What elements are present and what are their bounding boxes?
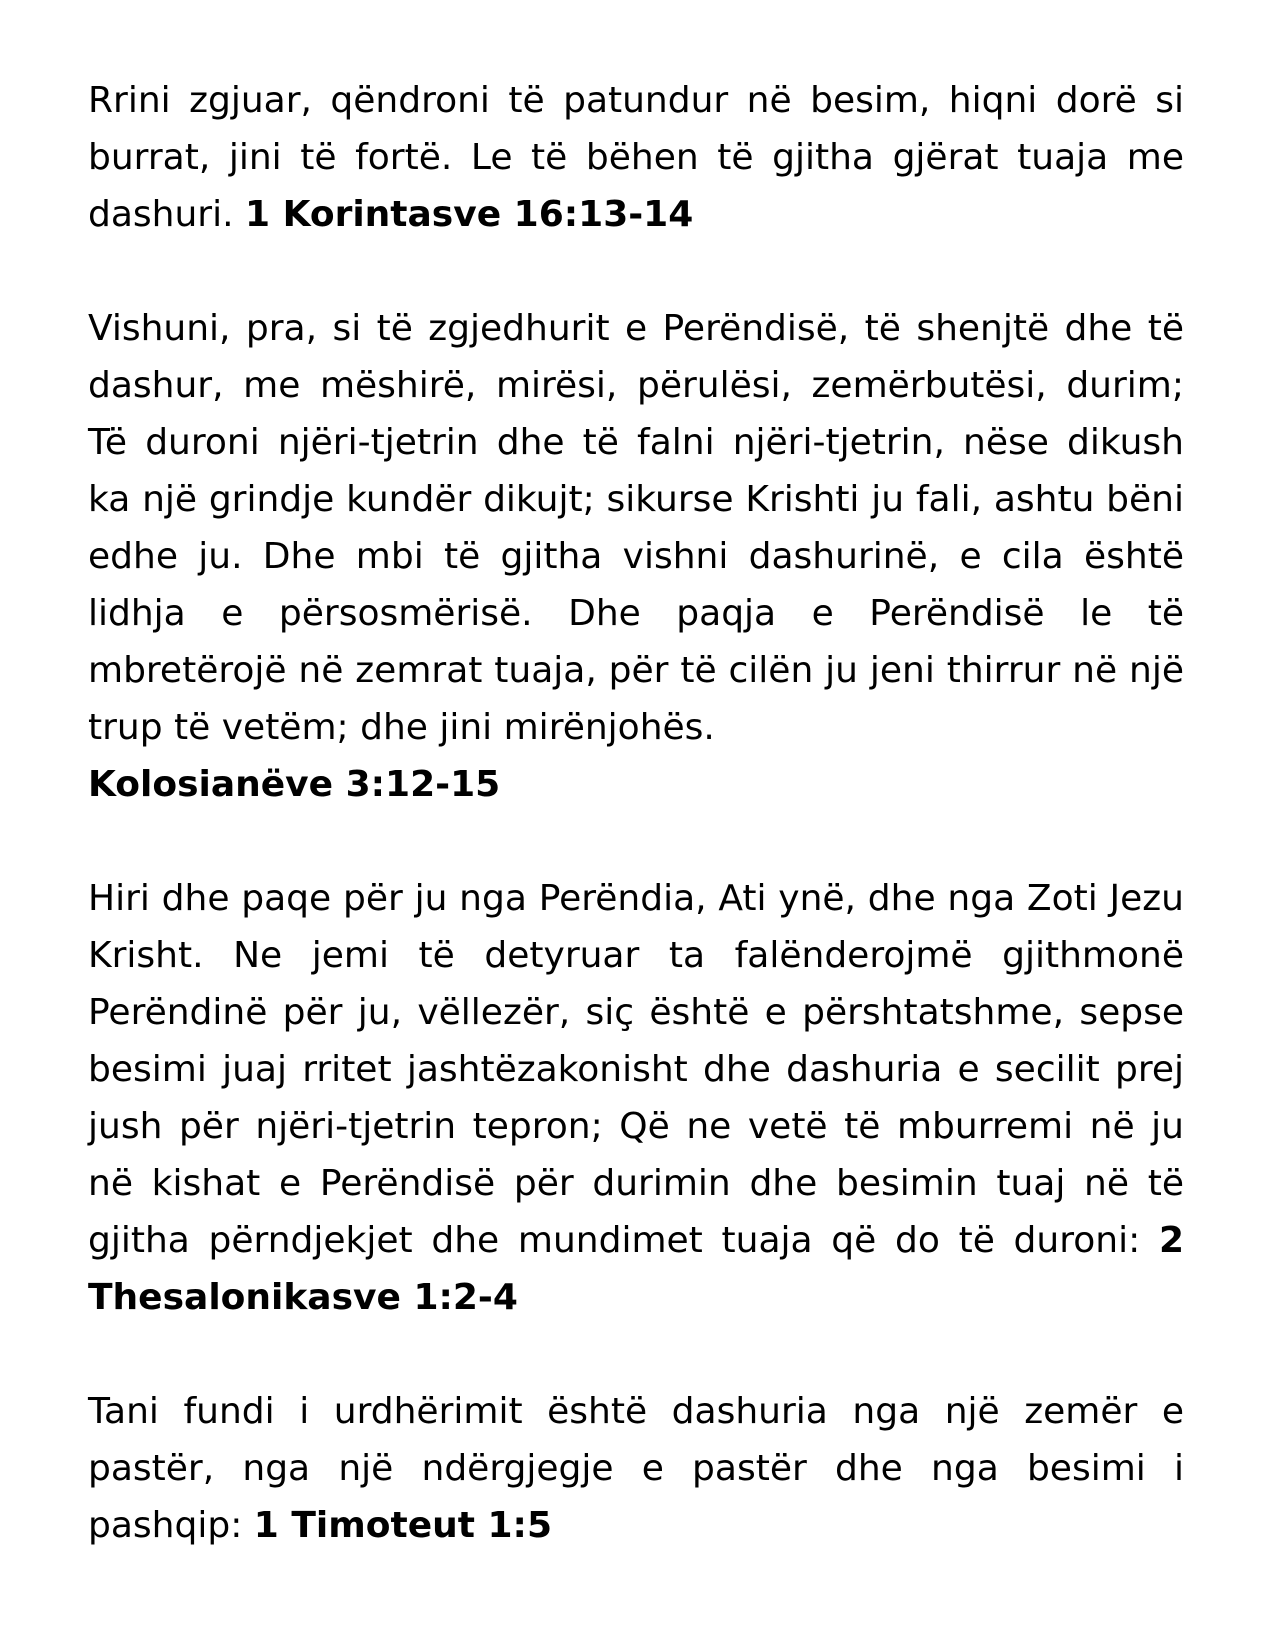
passage-3 xyxy=(88,870,1184,1326)
passage-text: Tani fundi i urdhërimit është dashuria nga një zemër e pastër, nga një ndërgjegje e pastër dhe nga besimi i pashqip: xyxy=(88,1391,1184,1546)
verse-reference: 1 Timoteut 1:5 xyxy=(253,1505,552,1546)
verse-reference: 2 Thesalonikasve 1:2-4 xyxy=(88,1220,1184,1318)
document-page xyxy=(88,72,1184,1611)
passage-text: Rrini zgjuar, qëndroni të patundur në besim, hiqni dorë si burrat, jini të fortë. Le të bëhen të gjitha gjërat tuaja me dashuri. xyxy=(88,80,1184,235)
verse-reference: Kolosianëve 3:12-15 xyxy=(88,764,501,805)
passage-2 xyxy=(88,300,1184,813)
passage-4 xyxy=(88,1383,1184,1554)
passage-text: Hiri dhe paqe për ju nga Perëndia, Ati ynë, dhe nga Zoti Jezu Krisht. Ne jemi të detyruar ta falënderojmë gjithmonë Perëndinë për ju, vëllezër, siç është e përshtatshme, sepse besimi juaj rritet jashtëzakonisht dhe dashuria e secilit prej jush për njëri-tjetrin tepron; Që ne vetë të mburremi në ju në kishat e Perëndisë për durimin dhe besimin tuaj në të gjitha përndjekjet dhe mundimet tuaja që do të duroni: xyxy=(88,878,1184,1261)
passage-text: Vishuni, pra, si të zgjedhurit e Perëndisë, të shenjtë dhe të dashur, me mëshirë, mirësi, përulësi, zemërbutësi, durim; Të duroni njëri-tjetrin dhe të falni njëri-tjetrin, nëse dikush ka një grindje kundër dikujt; sikurse Krishti ju fali, ashtu bëni edhe ju. Dhe mbi të gjitha vishni dashurinë, e cila është lidhja e përsosmërisë. Dhe paqja e Perëndisë le të mbretërojë në zemrat tuaja, për të cilën ju jeni thirrur në një trup të vetëm; dhe jini mirënjohës. xyxy=(88,308,1184,748)
verse-reference: 1 Korintasve 16:13-14 xyxy=(245,194,694,235)
passage-1 xyxy=(88,72,1184,243)
